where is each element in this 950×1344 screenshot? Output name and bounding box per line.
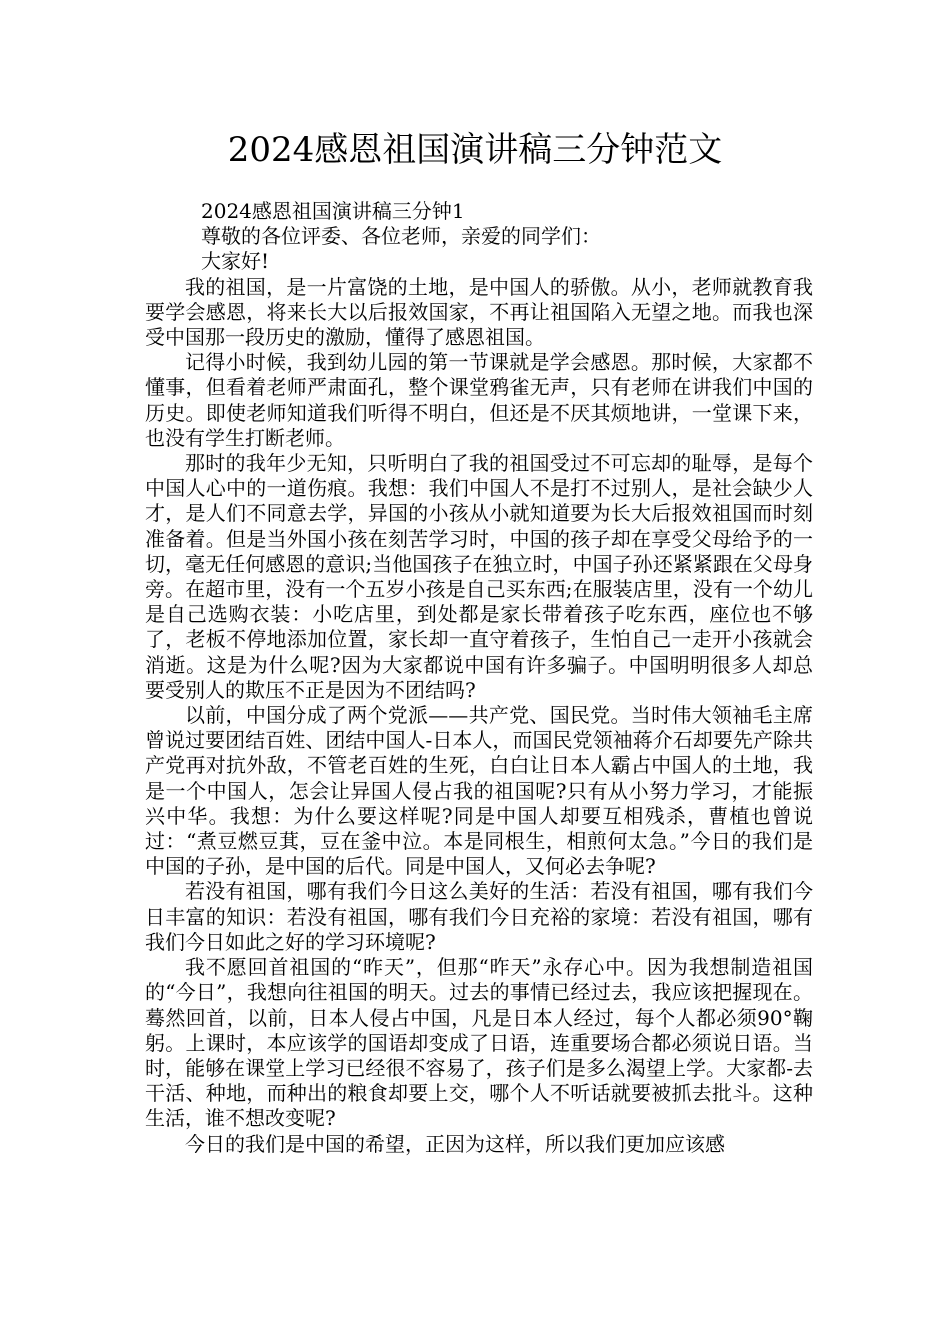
paragraph: 那时的我年少无知，只听明白了我的祖国受过不可忘却的耻辱，是每个中国人心中的一道伤痕。我想：我们中国人不是打不过别人，是社会缺少人才，是人们不同意去学，异国的小孩从小就知道要为长大后报效祖国而时刻准备着。但是当外国小孩在刻苦学习时，中国的孩子却在享受父母给予的一切，毫无任何感恩的意识;当他国孩子在独立时，中国子孙还紧紧跟在父母身旁。在超市里，没有一个五岁小孩是自己买东西;在服装店里，没有一个幼儿是自己选购衣装：小吃店里，到处都是家长带着孩子吃东西，座位也不够了，老板不停地添加位置，家长却一直守着孩子，生怕自己一走开小孩就会消逝。这是为什么呢?因为大家都说中国有许多骗子。中国明明很多人却总要受别人的欺压不正是因为不团结吗? [145, 451, 813, 702]
paragraph: 今日的我们是中国的希望，正因为这样，所以我们更加应该感 [185, 1131, 725, 1156]
document-body [145, 199, 813, 1157]
paragraph: 以前，中国分成了两个党派——共产党、国民党。当时伟大领袖毛主席曾说过要团结百姓、团结中国人-日本人，而国民党领袖蒋介石却要先产除共产党再对抗外敌，不管老百姓的生死，白白让日本人霸占中国人的土地，我是一个中国人，怎会让异国人侵占我的祖国呢?只有从小努力学习，才能振兴中华。我想：为什么要这样呢?同是中国人却要互相残杀，曹植也曾说过：“煮豆燃豆萁，豆在釜中泣。本是同根生，相煎何太急。”今日的我们是中国的子孙，是中国的后代。同是中国人，又何必去争呢? [145, 703, 813, 879]
document-subtitle: 2024感恩祖国演讲稿三分钟1 [201, 199, 465, 223]
greeting: 大家好! [201, 249, 270, 274]
paragraph: 若没有祖国，哪有我们今日这么美好的生活：若没有祖国，哪有我们今日丰富的知识：若没有祖国，哪有我们今日充裕的家境：若没有祖国，哪有我们今日如此之好的学习环境呢? [145, 879, 813, 954]
paragraph: 记得小时候，我到幼儿园的第一节课就是学会感恩。那时候，大家都不懂事，但看着老师严肃面孔，整个课堂鸦雀无声，只有老师在讲我们中国的历史。即使老师知道我们听得不明白，但还是不厌其烦地讲，一堂课下来，也没有学生打断老师。 [145, 350, 813, 450]
document-title: 2024感恩祖国演讲稿三分钟范文 [227, 130, 723, 170]
salutation: 尊敬的各位评委、各位老师，亲爱的同学们： [201, 224, 601, 249]
paragraph: 我不愿回首祖国的“昨天”，但那“昨天”永存心中。因为我想制造祖国的“今日”，我想向往祖国的明天。过去的事情已经过去，我应该把握现在。蓦然回首，以前，日本人侵占中国，凡是日本人经过，每个人都必须90°鞠躬。上课时，本应该学的国语却变成了日语，连重要场合都必须说日语。当时，能够在课堂上学习已经很不容易了，孩子们是多么渴望上学。大家都-去干活、种地，而种出的粮食却要上交，哪个人不听话就要被抓去批斗。这种生活，谁不想改变呢? [145, 955, 813, 1131]
paragraph: 我的祖国，是一片富饶的土地，是中国人的骄傲。从小，老师就教育我要学会感恩，将来长大以后报效国家，不再让祖国陷入无望之地。而我也深受中国那一段历史的激励，懂得了感恩祖国。 [145, 274, 813, 350]
